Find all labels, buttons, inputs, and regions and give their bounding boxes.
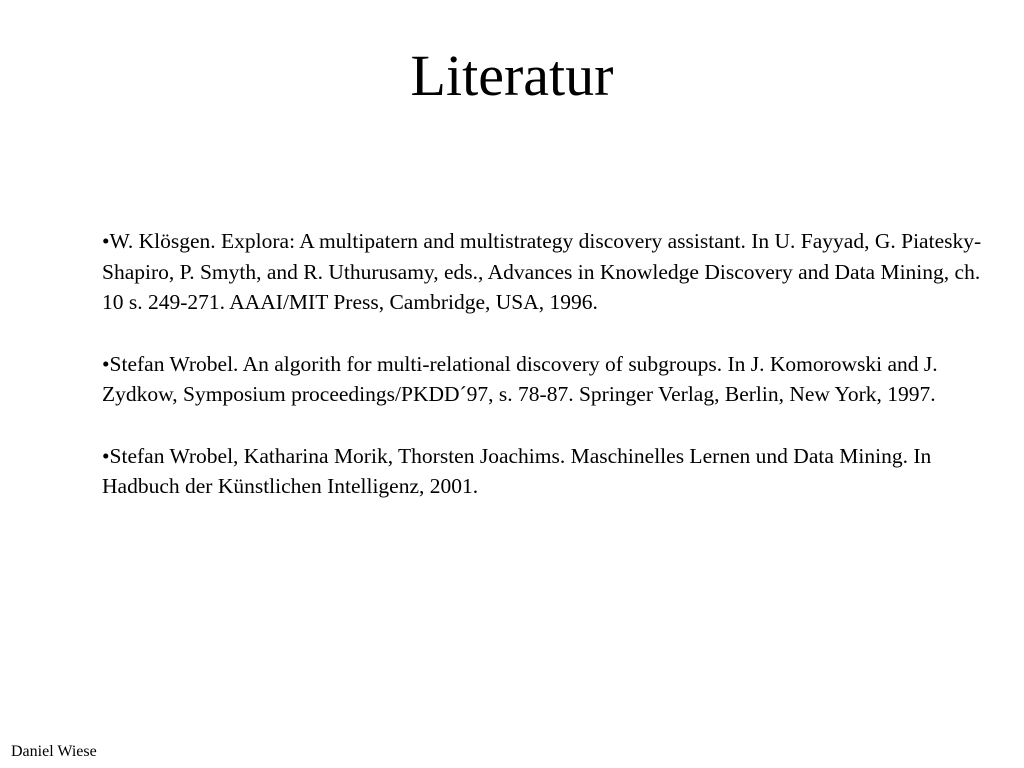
reference-text: W. Klösgen. Explora: A multipatern and multistrategy discovery assistant. In U. Fayyad, G. Piatesky-Shapiro, P. Smyth, and R. Uthurusamy, eds., Advances in Knowledge Discovery and Data Mining, ch. 10 s. 249-271. AAAI/MIT Press, Cambridge, USA, 1996. [102, 229, 982, 314]
bullet: • [102, 229, 110, 253]
bullet: • [102, 351, 110, 376]
reference-item [102, 349, 982, 410]
slide-title: Literatur [410, 43, 614, 108]
footer-author: Daniel Wiese [11, 743, 97, 760]
reference-item [102, 226, 982, 318]
reference-item [102, 441, 982, 502]
reference-text: Stefan Wrobel, Katharina Morik, Thorsten Joachims. Maschinelles Lernen und Data Mining. In Hadbuch der Künstlichen Intelligenz, 2001. [102, 443, 932, 498]
reference-text: Stefan Wrobel. An algorith for multi-relational discovery of subgroups. In J. Komorowski and J. Zydkow, Symposium proceedings/PKDD´97, s. 78-87. Springer Verlag, Berlin, New York, 1997. [102, 351, 938, 406]
reference-list [102, 226, 982, 533]
bullet: • [102, 443, 110, 468]
